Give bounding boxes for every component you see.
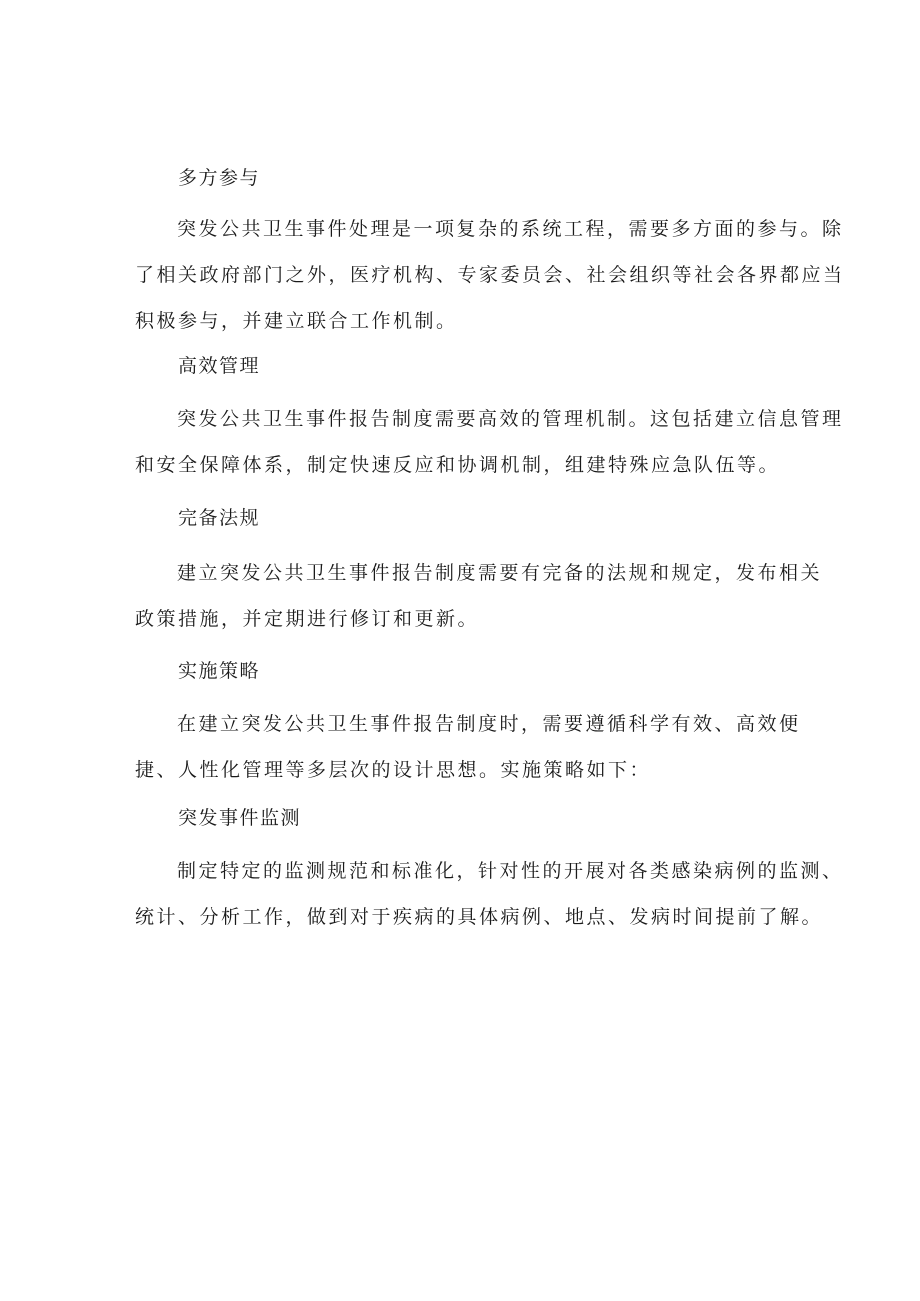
paragraph-line: 政策措施，并定期进行修订和更新。 (135, 608, 480, 630)
paragraph-line: 和安全保障体系，制定快速反应和协调机制，组建特殊应急队伍等。 (135, 454, 781, 476)
section-paragraph (135, 550, 825, 642)
paragraph-line: 了相关政府部门之外，医疗机构、专家委员会、社会组织等社会各界都应当 (135, 264, 845, 286)
paragraph-line: 制定特定的监测规范和标准化，针对性的开展对各类感染病例的监测、 (177, 860, 844, 882)
section-heading: 突发事件监测 (178, 807, 302, 829)
paragraph-line: 积极参与，并建立联合工作机制。 (135, 310, 458, 332)
section-heading: 完备法规 (178, 507, 261, 529)
section-paragraph (135, 701, 825, 793)
section-heading: 实施策略 (178, 660, 261, 682)
paragraph-line: 在建立突发公共卫生事件报告制度时，需要遵循科学有效、高效便 (177, 713, 801, 735)
paragraph-line: 捷、人性化管理等多层次的设计思想。实施策略如下： (135, 759, 652, 781)
section-paragraph (135, 396, 844, 488)
paragraph-line: 建立突发公共卫生事件报告制度需要有完备的法规和规定，发布相关 (177, 562, 823, 584)
paragraph-line: 突发公共卫生事件处理是一项复杂的系统工程，需要多方面的参与。除 (177, 218, 844, 240)
paragraph-line: 统计、分析工作，做到对于疾病的具体病例、地点、发病时间提前了解。 (135, 906, 824, 928)
section-heading: 高效管理 (178, 355, 261, 377)
section-heading: 多方参与 (178, 167, 261, 189)
section-paragraph (135, 206, 845, 344)
section-paragraph (135, 848, 844, 940)
paragraph-line: 突发公共卫生事件报告制度需要高效的管理机制。这包括建立信息管理 (177, 408, 844, 430)
